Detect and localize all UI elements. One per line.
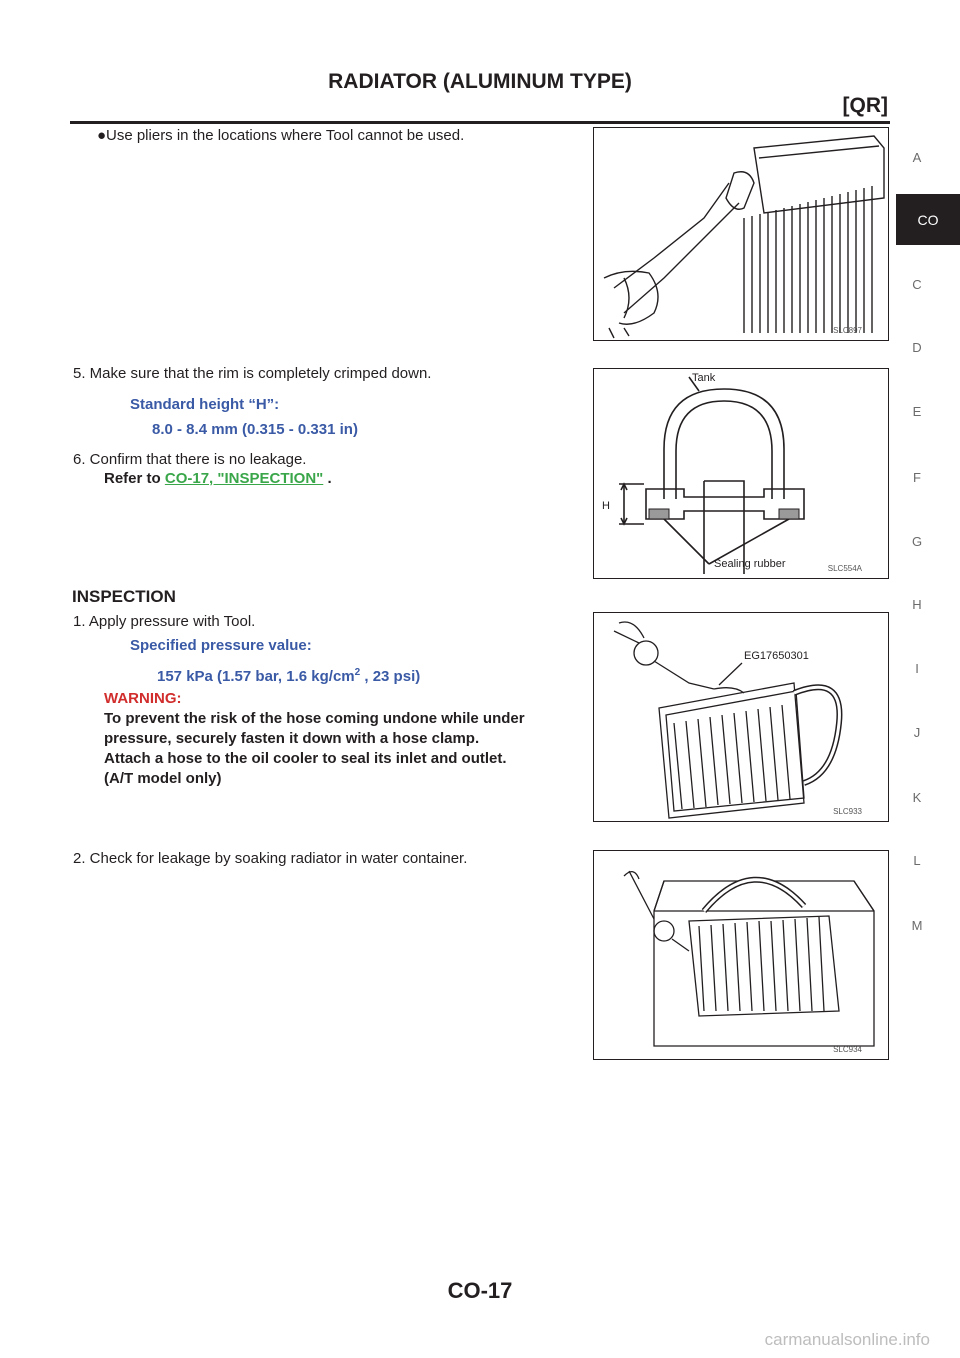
figure-id: SLC933 [833,807,862,816]
sidebar-letter-m[interactable]: M [911,918,923,933]
header-rule [70,121,890,124]
sidebar-tab-co[interactable]: CO [896,194,960,245]
model-code: [QR] [842,94,888,117]
figure-id: SLC554A [827,564,862,573]
sidebar-letter-i[interactable]: I [915,661,919,676]
pressure-label: Specified pressure value: [130,637,312,654]
figure-tank-section [593,368,889,579]
sidebar-letter-f[interactable]: F [913,470,921,485]
warning-label: WARNING: [104,690,182,707]
bullet-icon: ● [97,127,107,144]
page-number: CO-17 [447,1278,513,1303]
sidebar-letter-k[interactable]: K [912,790,922,805]
figure-pliers [593,127,889,341]
sidebar-letter-l[interactable]: L [913,853,921,868]
figure-id: SLC897 [833,326,862,335]
pliers-illustration [594,128,887,339]
tool-number-label: EG17650301 [744,650,809,662]
figure-id: SLC934 [833,1045,862,1054]
watermark: carmanualsonline.info [764,1330,930,1349]
step-6-refer: Refer to CO-17, "INSPECTION" . [104,470,332,487]
pressure-value: 157 kPa (1.57 bar, 1.6 $kg/cm^2$ , 23 psi) [157,667,421,685]
sealing-rubber-label: Sealing rubber [714,558,786,570]
standard-height-label: Standard height “H”: [130,396,280,413]
water-container-illustration [594,851,887,1058]
sidebar-letter-d[interactable]: D [912,340,922,355]
step-6: 6. Confirm that there is no leakage. [73,451,307,468]
h-label: H [602,500,610,512]
sidebar-letter-g[interactable]: G [911,534,923,549]
step-5: 5. Make sure that the rim is completely crimped down. [73,365,432,382]
bullet-item: ● Use pliers in the locations where Tool cannot be used. [97,127,465,144]
sidebar-letter-j[interactable]: J [913,725,921,740]
step-1: 1. Apply pressure with Tool. [73,613,256,630]
tank-section-illustration [594,369,887,577]
sidebar-letter-h[interactable]: H [912,597,922,612]
tank-label: Tank [692,372,716,384]
sidebar-letter-c[interactable]: C [912,277,922,292]
page-title: RADIATOR (ALUMINUM TYPE) [328,70,632,93]
inspection-heading: INSPECTION [72,587,176,606]
step-2: 2. Check for leakage by soaking radiator in water container. [73,850,468,867]
inspection-link[interactable]: CO-17, "INSPECTION" [164,470,324,487]
figure-pressure-test [593,612,889,822]
sidebar-letter-a[interactable]: A [912,150,922,165]
figure-water-container [593,850,889,1060]
pressure-test-illustration [594,613,887,820]
standard-height-value: 8.0 - 8.4 mm (0.315 - 0.331 in) [152,421,358,438]
sidebar-letter-e[interactable]: E [912,404,922,419]
warning-text: To prevent the risk of the hose coming undone while under pressure, securely fasten it down with a hose clamp. Attach a hose to the oil cooler to seal its inlet and outlet. (A/T model only) [104,710,525,787]
